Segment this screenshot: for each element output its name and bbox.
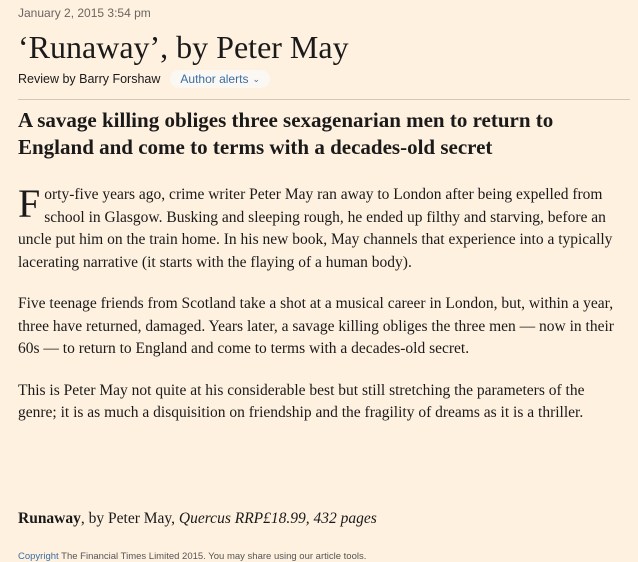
book-author: , by Peter May, xyxy=(80,510,179,527)
divider xyxy=(18,99,630,100)
book-publisher-price: Quercus RRP£18.99, 432 pages xyxy=(178,510,377,527)
author-alerts-label: Author alerts xyxy=(180,72,249,86)
copyright-notice xyxy=(18,551,366,562)
book-details xyxy=(18,510,377,528)
chevron-down-icon: ⌄ xyxy=(252,73,260,84)
drop-cap: F xyxy=(18,181,41,226)
paragraph-3: This is Peter May not quite at his considerable best but still stretching the parameters of the genre; it is as much a disquisition on friendship and the fragility of dreams as it is a thriller. xyxy=(18,381,585,421)
byline-row xyxy=(18,70,270,88)
article-body xyxy=(18,181,623,444)
paragraph-2: Five teenage friends from Scotland take a shot at a musical career in London, but, within a year, three have returned, damaged. Years later, a savage killing obliges the three men — now in their 60s — to return to England and come to terms with a decades-old secret. xyxy=(18,295,614,357)
article-headline: ‘Runaway’, by Peter May xyxy=(18,29,349,65)
book-title: Runaway xyxy=(18,510,81,527)
copyright-link[interactable]: Copyright xyxy=(18,551,59,562)
byline: Review by Barry Forshaw xyxy=(18,72,161,86)
standfirst: A savage killing obliges three sexagenarian men to return to England and come to terms with a decades-old secret xyxy=(18,108,554,159)
paragraph-1 xyxy=(18,181,623,274)
copyright-text: The Financial Times Limited 2015. You may share using our article tools. xyxy=(58,551,367,562)
article-timestamp: January 2, 2015 3:54 pm xyxy=(18,6,151,20)
author-alerts-button[interactable] xyxy=(170,70,270,88)
paragraph-1-text: orty-five years ago, crime writer Peter May ran away to London after being expelled from school in Glasgow. Busking and sleeping rough, he ended up filthy and starving, before an uncle put him on the train home. In his new book, May channels that experience into a typically lacerating narrative (it starts with the flaying of a human body). xyxy=(18,186,613,271)
